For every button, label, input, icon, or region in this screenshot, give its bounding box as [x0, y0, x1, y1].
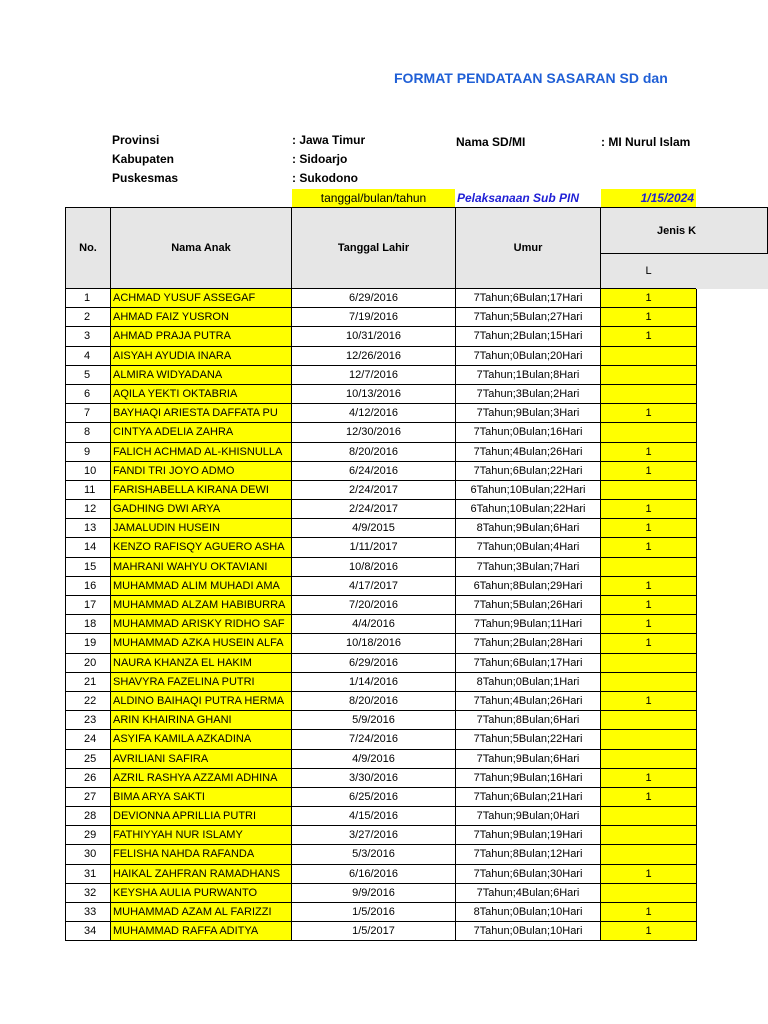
nama-cell[interactable]: MUHAMMAD ALZAM HABIBURRA	[111, 596, 292, 615]
table-row	[65, 519, 697, 538]
tanggal-lahir-cell[interactable]: 10/31/2016	[292, 327, 456, 346]
no-cell[interactable]: 2	[65, 308, 111, 327]
puskesmas-label: Puskesmas	[112, 171, 179, 185]
nama-cell[interactable]: BAYHAQI ARIESTA DAFFATA PU	[111, 404, 292, 423]
nama-cell[interactable]: AISYAH AYUDIA INARA	[111, 347, 292, 366]
tanggal-lahir-cell[interactable]: 3/30/2016	[292, 769, 456, 788]
tanggal-lahir-cell[interactable]: 10/18/2016	[292, 634, 456, 653]
nama-cell[interactable]: MUHAMMAD ARISKY RIDHO SAF	[111, 615, 292, 634]
table-row	[65, 615, 697, 634]
no-cell[interactable]: 27	[65, 788, 111, 807]
table-row	[65, 366, 697, 385]
umur-cell[interactable]: 7Tahun;9Bulan;6Hari	[456, 750, 601, 769]
tanggal-lahir-cell[interactable]: 12/30/2016	[292, 423, 456, 442]
laki-laki-cell[interactable]	[601, 807, 697, 826]
nama-cell[interactable]: MAHRANI WAHYU OKTAVIANI	[111, 558, 292, 577]
table-row	[65, 423, 697, 442]
laki-laki-cell[interactable]	[601, 673, 697, 692]
laki-laki-cell[interactable]: 1	[601, 308, 697, 327]
nama-cell[interactable]: ACHMAD YUSUF ASSEGAF	[111, 289, 292, 308]
umur-cell[interactable]: 7Tahun;2Bulan;15Hari	[456, 327, 601, 346]
no-cell[interactable]: 5	[65, 366, 111, 385]
umur-cell[interactable]: 7Tahun;0Bulan;20Hari	[456, 347, 601, 366]
umur-cell[interactable]: 7Tahun;5Bulan;26Hari	[456, 596, 601, 615]
nama-cell[interactable]: FARISHABELLA KIRANA DEWI	[111, 481, 292, 500]
table-row	[65, 711, 697, 730]
umur-cell[interactable]: 7Tahun;6Bulan;22Hari	[456, 462, 601, 481]
nama-cell[interactable]: AVRILIANI SAFIRA	[111, 750, 292, 769]
nama-cell[interactable]: JAMALUDIN HUSEIN	[111, 519, 292, 538]
table-row	[65, 404, 697, 423]
umur-cell[interactable]: 7Tahun;9Bulan;16Hari	[456, 769, 601, 788]
table-row	[65, 558, 697, 577]
tanggal-lahir-cell[interactable]: 6/25/2016	[292, 788, 456, 807]
nama-cell[interactable]: ALDINO BAIHAQI PUTRA HERMA	[111, 692, 292, 711]
laki-laki-cell[interactable]: 1	[601, 500, 697, 519]
tanggal-lahir-cell[interactable]: 6/24/2016	[292, 462, 456, 481]
no-cell[interactable]: 20	[65, 654, 111, 673]
nama-cell[interactable]: ASYIFA KAMILA AZKADINA	[111, 730, 292, 749]
provinsi-value: : Jawa Timur	[292, 133, 366, 147]
umur-cell[interactable]: 7Tahun;0Bulan;4Hari	[456, 538, 601, 557]
nama-cell[interactable]: MUHAMMAD AZAM AL FARIZZI	[111, 903, 292, 922]
umur-cell[interactable]: 7Tahun;8Bulan;6Hari	[456, 711, 601, 730]
nama-cell[interactable]: SHAVYRA FAZELINA PUTRI	[111, 673, 292, 692]
tanggal-lahir-cell[interactable]: 3/27/2016	[292, 826, 456, 845]
tanggal-lahir-cell[interactable]: 4/9/2016	[292, 750, 456, 769]
laki-laki-cell[interactable]: 1	[601, 788, 697, 807]
table-row	[65, 922, 697, 941]
no-cell[interactable]: 18	[65, 615, 111, 634]
table-row	[65, 788, 697, 807]
nama-cell[interactable]: KEYSHA AULIA PURWANTO	[111, 884, 292, 903]
laki-laki-cell[interactable]: 1	[601, 596, 697, 615]
laki-laki-cell[interactable]: 1	[601, 903, 697, 922]
tanggal-lahir-cell[interactable]: 7/19/2016	[292, 308, 456, 327]
nama-cell[interactable]: HAIKAL ZAHFRAN RAMADHANS	[111, 865, 292, 884]
nama-cell[interactable]: AQILA YEKTI OKTABRIA	[111, 385, 292, 404]
umur-cell[interactable]: 6Tahun;10Bulan;22Hari	[456, 500, 601, 519]
table-row	[65, 385, 697, 404]
laki-laki-cell[interactable]	[601, 558, 697, 577]
pelaksanaan-date-cell[interactable]: 1/15/2024	[601, 189, 696, 207]
table-row	[65, 884, 697, 903]
no-cell[interactable]: 13	[65, 519, 111, 538]
no-cell[interactable]: 33	[65, 903, 111, 922]
no-cell[interactable]: 31	[65, 865, 111, 884]
nama-cell[interactable]: FATHIYYAH NUR ISLAMY	[111, 826, 292, 845]
laki-laki-cell[interactable]: 1	[601, 404, 697, 423]
table-row	[65, 634, 697, 653]
table-row	[65, 289, 697, 308]
no-cell[interactable]: 4	[65, 347, 111, 366]
nama-cell[interactable]: ALMIRA WIDYADANA	[111, 366, 292, 385]
tanggal-lahir-cell[interactable]: 4/17/2017	[292, 577, 456, 596]
umur-cell[interactable]: 7Tahun;0Bulan;16Hari	[456, 423, 601, 442]
laki-laki-cell[interactable]: 1	[601, 289, 697, 308]
nama-sd-value: : MI Nurul Islam	[601, 135, 691, 149]
no-cell[interactable]: 1	[65, 289, 111, 308]
tanggal-lahir-cell[interactable]: 7/20/2016	[292, 596, 456, 615]
nama-cell[interactable]: KENZO RAFISQY AGUERO ASHA	[111, 538, 292, 557]
no-cell[interactable]: 12	[65, 500, 111, 519]
laki-laki-cell[interactable]: 1	[601, 769, 697, 788]
header-gray-fill	[696, 253, 768, 289]
tanggal-lahir-cell[interactable]: 2/24/2017	[292, 500, 456, 519]
tanggal-lahir-cell[interactable]: 6/29/2016	[292, 289, 456, 308]
nama-cell[interactable]: AZRIL RASHYA AZZAMI ADHINA	[111, 769, 292, 788]
no-cell[interactable]: 22	[65, 692, 111, 711]
tanggal-lahir-cell[interactable]: 10/13/2016	[292, 385, 456, 404]
header-laki-laki: L	[600, 253, 697, 289]
laki-laki-cell[interactable]	[601, 366, 697, 385]
umur-cell[interactable]: 7Tahun;5Bulan;27Hari	[456, 308, 601, 327]
tanggal-lahir-cell[interactable]: 4/4/2016	[292, 615, 456, 634]
no-cell[interactable]: 17	[65, 596, 111, 615]
header-nama-anak: Nama Anak	[110, 207, 292, 289]
nama-cell[interactable]: MUHAMMAD RAFFA ADITYA	[111, 922, 292, 941]
umur-cell[interactable]: 7Tahun;4Bulan;26Hari	[456, 692, 601, 711]
laki-laki-cell[interactable]	[601, 423, 697, 442]
nama-cell[interactable]: GADHING DWI ARYA	[111, 500, 292, 519]
tanggal-lahir-cell[interactable]: 4/9/2015	[292, 519, 456, 538]
tanggal-lahir-cell[interactable]: 1/11/2017	[292, 538, 456, 557]
table-row	[65, 673, 697, 692]
tanggal-lahir-cell[interactable]: 8/20/2016	[292, 692, 456, 711]
umur-cell[interactable]: 7Tahun;9Bulan;3Hari	[456, 404, 601, 423]
no-cell[interactable]: 23	[65, 711, 111, 730]
table-row	[65, 845, 697, 864]
nama-cell[interactable]: AHMAD PRAJA PUTRA	[111, 327, 292, 346]
table-row	[65, 347, 697, 366]
tanggal-lahir-cell[interactable]: 1/5/2017	[292, 922, 456, 941]
no-cell[interactable]: 29	[65, 826, 111, 845]
kabupaten-value: : Sidoarjo	[292, 152, 348, 166]
table-row	[65, 692, 697, 711]
provinsi-label: Provinsi	[112, 133, 160, 147]
laki-laki-cell[interactable]	[601, 730, 697, 749]
table-row	[65, 577, 697, 596]
header-no: No.	[65, 207, 111, 289]
no-cell[interactable]: 15	[65, 558, 111, 577]
tanggal-lahir-cell[interactable]: 12/26/2016	[292, 347, 456, 366]
umur-cell[interactable]: 7Tahun;5Bulan;22Hari	[456, 730, 601, 749]
tanggal-lahir-cell[interactable]: 4/12/2016	[292, 404, 456, 423]
nama-cell[interactable]: MUHAMMAD ALIM MUHADI AMA	[111, 577, 292, 596]
no-cell[interactable]: 25	[65, 750, 111, 769]
no-cell[interactable]: 3	[65, 327, 111, 346]
no-cell[interactable]: 7	[65, 404, 111, 423]
tanggal-lahir-cell[interactable]: 5/3/2016	[292, 845, 456, 864]
nama-cell[interactable]: AHMAD FAIZ YUSRON	[111, 308, 292, 327]
umur-cell[interactable]: 8Tahun;0Bulan;1Hari	[456, 673, 601, 692]
no-cell[interactable]: 16	[65, 577, 111, 596]
umur-cell[interactable]: 7Tahun;4Bulan;6Hari	[456, 884, 601, 903]
laki-laki-cell[interactable]	[601, 347, 697, 366]
no-cell[interactable]: 24	[65, 730, 111, 749]
nama-cell[interactable]: FANDI TRI JOYO ADMO	[111, 462, 292, 481]
table-row	[65, 826, 697, 845]
laki-laki-cell[interactable]: 1	[601, 615, 697, 634]
laki-laki-cell[interactable]	[601, 750, 697, 769]
table-row	[65, 807, 697, 826]
umur-cell[interactable]: 7Tahun;6Bulan;21Hari	[456, 788, 601, 807]
umur-cell[interactable]: 7Tahun;4Bulan;26Hari	[456, 443, 601, 462]
nama-cell[interactable]: MUHAMMAD AZKA HUSEIN ALFA	[111, 634, 292, 653]
pelaksanaan-label: Pelaksanaan Sub PIN	[457, 191, 580, 205]
laki-laki-cell[interactable]: 1	[601, 462, 697, 481]
no-cell[interactable]: 19	[65, 634, 111, 653]
umur-cell[interactable]: 6Tahun;10Bulan;22Hari	[456, 481, 601, 500]
table-row	[65, 462, 697, 481]
table-row	[65, 596, 697, 615]
tanggal-lahir-cell[interactable]: 8/20/2016	[292, 443, 456, 462]
no-cell[interactable]: 8	[65, 423, 111, 442]
nama-cell[interactable]: CINTYA ADELIA ZAHRA	[111, 423, 292, 442]
tanggal-lahir-cell[interactable]: 1/14/2016	[292, 673, 456, 692]
umur-cell[interactable]: 7Tahun;9Bulan;0Hari	[456, 807, 601, 826]
table-row	[65, 903, 697, 922]
header-umur: Umur	[455, 207, 601, 289]
tanggal-lahir-cell[interactable]: 4/15/2016	[292, 807, 456, 826]
umur-cell[interactable]: 7Tahun;2Bulan;28Hari	[456, 634, 601, 653]
table-row	[65, 769, 697, 788]
umur-cell[interactable]: 6Tahun;8Bulan;29Hari	[456, 577, 601, 596]
laki-laki-cell[interactable]: 1	[601, 865, 697, 884]
no-cell[interactable]: 21	[65, 673, 111, 692]
laki-laki-cell[interactable]	[601, 385, 697, 404]
table-row	[65, 730, 697, 749]
umur-cell[interactable]: 7Tahun;8Bulan;12Hari	[456, 845, 601, 864]
tanggal-lahir-cell[interactable]: 1/5/2016	[292, 903, 456, 922]
no-cell[interactable]: 34	[65, 922, 111, 941]
tanggal-lahir-cell[interactable]: 9/9/2016	[292, 884, 456, 903]
student-table-body	[65, 289, 697, 941]
no-cell[interactable]: 26	[65, 769, 111, 788]
table-row	[65, 750, 697, 769]
tanggal-lahir-cell[interactable]: 7/24/2016	[292, 730, 456, 749]
nama-cell[interactable]: DEVIONNA APRILLIA PUTRI	[111, 807, 292, 826]
tanggal-lahir-cell[interactable]: 2/24/2017	[292, 481, 456, 500]
umur-cell[interactable]: 7Tahun;3Bulan;2Hari	[456, 385, 601, 404]
header-jenis-kelamin: Jenis K	[600, 207, 768, 254]
nama-cell[interactable]: ARIN KHAIRINA GHANI	[111, 711, 292, 730]
no-cell[interactable]: 10	[65, 462, 111, 481]
table-row	[65, 500, 697, 519]
tanggal-lahir-cell[interactable]: 6/29/2016	[292, 654, 456, 673]
laki-laki-cell[interactable]: 1	[601, 327, 697, 346]
no-cell[interactable]: 6	[65, 385, 111, 404]
laki-laki-cell[interactable]: 1	[601, 922, 697, 941]
nama-cell[interactable]: BIMA ARYA SAKTI	[111, 788, 292, 807]
laki-laki-cell[interactable]	[601, 845, 697, 864]
no-cell[interactable]: 14	[65, 538, 111, 557]
no-cell[interactable]: 9	[65, 443, 111, 462]
umur-cell[interactable]: 8Tahun;0Bulan;10Hari	[456, 903, 601, 922]
date-format-cell[interactable]: tanggal/bulan/tahun	[292, 189, 455, 207]
umur-cell[interactable]: 7Tahun;9Bulan;11Hari	[456, 615, 601, 634]
table-row	[65, 308, 697, 327]
umur-cell[interactable]: 7Tahun;3Bulan;7Hari	[456, 558, 601, 577]
table-row	[65, 538, 697, 557]
umur-cell[interactable]: 7Tahun;0Bulan;10Hari	[456, 922, 601, 941]
laki-laki-cell[interactable]	[601, 654, 697, 673]
umur-cell[interactable]: 8Tahun;9Bulan;6Hari	[456, 519, 601, 538]
table-row	[65, 481, 697, 500]
no-cell[interactable]: 30	[65, 845, 111, 864]
table-row	[65, 327, 697, 346]
laki-laki-cell[interactable]	[601, 884, 697, 903]
umur-cell[interactable]: 7Tahun;6Bulan;17Hari	[456, 289, 601, 308]
nama-cell[interactable]: FALICH ACHMAD AL-KHISNULLA	[111, 443, 292, 462]
puskesmas-value: : Sukodono	[292, 171, 358, 185]
laki-laki-cell[interactable]: 1	[601, 519, 697, 538]
umur-cell[interactable]: 7Tahun;6Bulan;17Hari	[456, 654, 601, 673]
laki-laki-cell[interactable]: 1	[601, 443, 697, 462]
table-row	[65, 865, 697, 884]
laki-laki-cell[interactable]: 1	[601, 634, 697, 653]
no-cell[interactable]: 11	[65, 481, 111, 500]
laki-laki-cell[interactable]	[601, 711, 697, 730]
nama-cell[interactable]: NAURA KHANZA EL HAKIM	[111, 654, 292, 673]
umur-cell[interactable]: 7Tahun;9Bulan;19Hari	[456, 826, 601, 845]
table-row	[65, 654, 697, 673]
no-cell[interactable]: 32	[65, 884, 111, 903]
no-cell[interactable]: 28	[65, 807, 111, 826]
nama-sd-label: Nama SD/MI	[456, 135, 526, 149]
laki-laki-cell[interactable]	[601, 826, 697, 845]
document-title: FORMAT PENDATAAN SASARAN SD dan	[394, 70, 668, 86]
laki-laki-cell[interactable]: 1	[601, 577, 697, 596]
tanggal-lahir-cell[interactable]: 10/8/2016	[292, 558, 456, 577]
table-row	[65, 443, 697, 462]
header-tanggal-lahir: Tanggal Lahir	[291, 207, 456, 289]
tanggal-lahir-cell[interactable]: 5/9/2016	[292, 711, 456, 730]
kabupaten-label: Kabupaten	[112, 152, 175, 166]
nama-cell[interactable]: FELISHA NAHDA RAFANDA	[111, 845, 292, 864]
umur-cell[interactable]: 7Tahun;6Bulan;30Hari	[456, 865, 601, 884]
laki-laki-cell[interactable]: 1	[601, 692, 697, 711]
tanggal-lahir-cell[interactable]: 6/16/2016	[292, 865, 456, 884]
laki-laki-cell[interactable]: 1	[601, 538, 697, 557]
laki-laki-cell[interactable]	[601, 481, 697, 500]
tanggal-lahir-cell[interactable]: 12/7/2016	[292, 366, 456, 385]
umur-cell[interactable]: 7Tahun;1Bulan;8Hari	[456, 366, 601, 385]
